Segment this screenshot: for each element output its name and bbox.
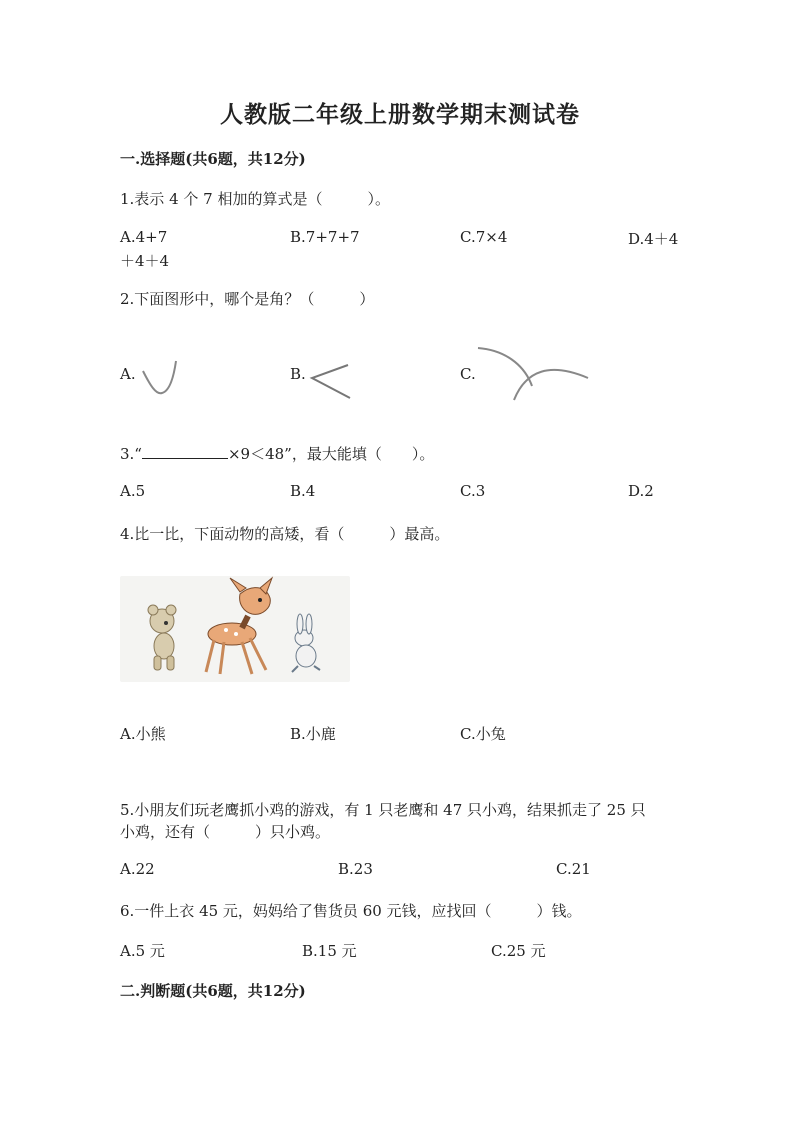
q4-option-c: C.小兔: [460, 725, 506, 743]
q1-option-a: A.4+7: [120, 228, 168, 246]
question-5-text-line1: 5.小朋友们玩老鹰抓小鸡的游戏，有 1 只老鹰和 47 只小鸡，结果抓走了 25 只: [120, 801, 646, 819]
q1-option-c: C.7×4: [460, 228, 508, 246]
question-4-text: 4.比一比，下面动物的高矮，看（ ）最高。: [120, 525, 450, 543]
section-heading-judgment: 二.判断题(共6题，共12分): [120, 982, 306, 1000]
q6-option-c: C.25 元: [491, 942, 546, 960]
q3-option-c: C.3: [460, 482, 486, 500]
page-title: 人教版二年级上册数学期末测试卷: [220, 101, 580, 128]
q3-text-prefix: 3.“: [120, 445, 142, 463]
deer-figure: [206, 578, 272, 674]
q2-option-c: C.: [460, 365, 476, 383]
q3-option-b: B.4: [290, 482, 316, 500]
q6-option-b: B.15 元: [302, 942, 357, 960]
q4-option-a: A.小熊: [120, 725, 166, 743]
q1-option-d-continued: ＋4＋4: [120, 252, 170, 270]
question-5-text-line2: 小鸡，还有（ ）只小鸡。: [120, 823, 331, 841]
q3-option-d: D.2: [628, 482, 654, 500]
q5-option-c: C.21: [556, 860, 591, 878]
rabbit-figure: [292, 614, 320, 672]
q4-option-b: B.小鹿: [290, 725, 336, 743]
q5-option-a: A.22: [120, 860, 155, 878]
crossing-curves-figure-c: [474, 342, 592, 404]
question-2-text: 2.下面图形中，哪个是角？（ ）: [120, 290, 375, 308]
q5-option-b: B.23: [338, 860, 373, 878]
q2-option-a: A.: [120, 365, 136, 383]
bear-figure: [148, 605, 176, 670]
question-1-text: 1.表示 4 个 7 相加的算式是（ ）。: [120, 190, 390, 208]
question-3-text: [120, 443, 434, 464]
q3-option-a: A.5: [120, 482, 146, 500]
q3-text-suffix: ×9＜48”，最大能填（ ）。: [227, 445, 435, 463]
q2-option-b: B.: [290, 365, 306, 383]
q1-option-b: B.7+7+7: [290, 228, 360, 246]
curve-figure-a: [138, 355, 184, 401]
answer-blank: [142, 444, 228, 459]
angle-figure-b: [308, 360, 358, 404]
q1-option-d: D.4＋4: [628, 230, 679, 248]
animals-illustration: [120, 576, 350, 682]
q6-option-a: A.5 元: [120, 942, 165, 960]
section-heading-choice: 一.选择题(共6题，共12分): [120, 150, 306, 168]
question-6-text: 6.一件上衣 45 元，妈妈给了售货员 60 元钱，应找回（ ）钱。: [120, 902, 582, 920]
